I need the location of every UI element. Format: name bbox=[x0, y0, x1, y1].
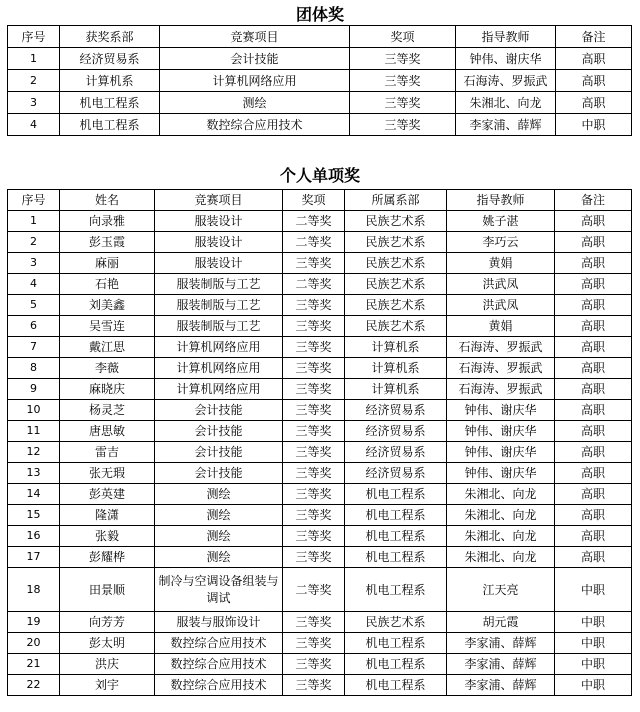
cell-note: 中职 bbox=[555, 568, 632, 612]
cell-index: 11 bbox=[8, 421, 60, 442]
cell-event: 服装设计 bbox=[155, 232, 283, 253]
cell-note: 高职 bbox=[555, 274, 632, 295]
cell-index: 1 bbox=[8, 48, 60, 70]
cell-note: 高职 bbox=[555, 295, 632, 316]
cell-award: 二等奖 bbox=[283, 232, 345, 253]
cell-name: 彭耀桦 bbox=[60, 547, 155, 568]
individual-row bbox=[8, 484, 632, 505]
individual-header-row bbox=[8, 190, 632, 211]
cell-award: 三等奖 bbox=[350, 70, 456, 92]
cell-award: 三等奖 bbox=[283, 484, 345, 505]
cell-note: 高职 bbox=[556, 48, 632, 70]
cell-event: 数控综合应用技术 bbox=[160, 114, 350, 136]
cell-index: 8 bbox=[8, 358, 60, 379]
cell-department: 经济贸易系 bbox=[345, 463, 447, 484]
cell-index: 18 bbox=[8, 568, 60, 612]
cell-name: 唐思敏 bbox=[60, 421, 155, 442]
cell-name: 雷吉 bbox=[60, 442, 155, 463]
team-row bbox=[8, 92, 632, 114]
cell-name: 隆潇 bbox=[60, 505, 155, 526]
cell-department: 机电工程系 bbox=[60, 92, 160, 114]
cell-event: 计算机网络应用 bbox=[155, 358, 283, 379]
cell-instructor: 李家浦、薛辉 bbox=[447, 654, 555, 675]
cell-index: 17 bbox=[8, 547, 60, 568]
individual-row bbox=[8, 211, 632, 232]
cell-index: 12 bbox=[8, 442, 60, 463]
cell-department: 经济贸易系 bbox=[345, 442, 447, 463]
cell-name: 向芳芳 bbox=[60, 612, 155, 633]
cell-department: 计算机系 bbox=[60, 70, 160, 92]
cell-instructor: 石海涛、罗振武 bbox=[447, 379, 555, 400]
cell-index: 14 bbox=[8, 484, 60, 505]
individual-row bbox=[8, 654, 632, 675]
team-award-title: 团体奖 bbox=[295, 5, 344, 24]
individual-award-table bbox=[7, 189, 632, 696]
cell-index: 2 bbox=[8, 70, 60, 92]
cell-note: 中职 bbox=[555, 675, 632, 696]
team-row bbox=[8, 70, 632, 92]
cell-event: 测绘 bbox=[155, 505, 283, 526]
cell-note: 高职 bbox=[555, 337, 632, 358]
cell-department: 民族艺术系 bbox=[345, 232, 447, 253]
cell-event: 计算机网络应用 bbox=[155, 337, 283, 358]
cell-department: 民族艺术系 bbox=[345, 316, 447, 337]
cell-department: 机电工程系 bbox=[345, 675, 447, 696]
cell-department: 机电工程系 bbox=[345, 547, 447, 568]
header-note: 备注 bbox=[555, 190, 632, 211]
header-instructor: 指导教师 bbox=[447, 190, 555, 211]
cell-award: 三等奖 bbox=[283, 612, 345, 633]
cell-department: 机电工程系 bbox=[345, 654, 447, 675]
cell-event: 测绘 bbox=[155, 484, 283, 505]
cell-award: 三等奖 bbox=[283, 526, 345, 547]
cell-event: 测绘 bbox=[160, 92, 350, 114]
cell-award: 三等奖 bbox=[283, 654, 345, 675]
cell-event: 数控综合应用技术 bbox=[155, 675, 283, 696]
cell-note: 高职 bbox=[555, 421, 632, 442]
cell-event: 服装设计 bbox=[155, 211, 283, 232]
header-event: 竞赛项目 bbox=[160, 26, 350, 48]
cell-name: 戴江思 bbox=[60, 337, 155, 358]
cell-note: 高职 bbox=[555, 211, 632, 232]
cell-note: 高职 bbox=[555, 379, 632, 400]
cell-note: 高职 bbox=[555, 526, 632, 547]
cell-event: 服装制版与工艺 bbox=[155, 295, 283, 316]
cell-award: 三等奖 bbox=[283, 633, 345, 654]
cell-name: 洪庆 bbox=[60, 654, 155, 675]
cell-index: 10 bbox=[8, 400, 60, 421]
cell-department: 机电工程系 bbox=[345, 484, 447, 505]
cell-event: 会计技能 bbox=[155, 463, 283, 484]
cell-index: 20 bbox=[8, 633, 60, 654]
cell-instructor: 黄娟 bbox=[447, 316, 555, 337]
cell-note: 高职 bbox=[555, 232, 632, 253]
cell-instructor: 钟伟、谢庆华 bbox=[447, 463, 555, 484]
cell-instructor: 钟伟、谢庆华 bbox=[447, 400, 555, 421]
cell-award: 三等奖 bbox=[350, 92, 456, 114]
cell-name: 向录雅 bbox=[60, 211, 155, 232]
individual-row bbox=[8, 295, 632, 316]
cell-instructor: 李家浦、薛辉 bbox=[447, 633, 555, 654]
header-index: 序号 bbox=[8, 26, 60, 48]
header-note: 备注 bbox=[556, 26, 632, 48]
cell-award: 三等奖 bbox=[283, 253, 345, 274]
individual-row bbox=[8, 526, 632, 547]
cell-event: 测绘 bbox=[155, 526, 283, 547]
cell-instructor: 石海涛、罗振武 bbox=[447, 337, 555, 358]
cell-award: 三等奖 bbox=[350, 114, 456, 136]
cell-index: 13 bbox=[8, 463, 60, 484]
individual-row bbox=[8, 442, 632, 463]
cell-instructor: 朱湘北、向龙 bbox=[447, 526, 555, 547]
cell-event: 制冷与空调设备组装与调试 bbox=[155, 568, 283, 612]
individual-row bbox=[8, 253, 632, 274]
header-award: 奖项 bbox=[350, 26, 456, 48]
cell-award: 三等奖 bbox=[283, 442, 345, 463]
cell-note: 高职 bbox=[555, 316, 632, 337]
cell-name: 张无瑕 bbox=[60, 463, 155, 484]
cell-department: 计算机系 bbox=[345, 379, 447, 400]
cell-index: 6 bbox=[8, 316, 60, 337]
cell-name: 张毅 bbox=[60, 526, 155, 547]
cell-award: 三等奖 bbox=[283, 675, 345, 696]
cell-department: 民族艺术系 bbox=[345, 211, 447, 232]
cell-index: 21 bbox=[8, 654, 60, 675]
cell-name: 麻丽 bbox=[60, 253, 155, 274]
cell-department: 经济贸易系 bbox=[345, 400, 447, 421]
cell-event: 测绘 bbox=[155, 547, 283, 568]
cell-index: 9 bbox=[8, 379, 60, 400]
cell-note: 中职 bbox=[555, 654, 632, 675]
cell-instructor: 江天亮 bbox=[447, 568, 555, 612]
cell-department: 机电工程系 bbox=[60, 114, 160, 136]
cell-event: 会计技能 bbox=[155, 400, 283, 421]
cell-note: 中职 bbox=[555, 633, 632, 654]
cell-index: 19 bbox=[8, 612, 60, 633]
cell-event: 会计技能 bbox=[155, 421, 283, 442]
cell-instructor: 朱湘北、向龙 bbox=[447, 505, 555, 526]
cell-index: 7 bbox=[8, 337, 60, 358]
cell-instructor: 李家浦、薛辉 bbox=[456, 114, 556, 136]
cell-award: 三等奖 bbox=[283, 421, 345, 442]
cell-note: 高职 bbox=[555, 400, 632, 421]
cell-award: 三等奖 bbox=[283, 379, 345, 400]
cell-note: 高职 bbox=[555, 484, 632, 505]
cell-name: 彭玉霞 bbox=[60, 232, 155, 253]
individual-row bbox=[8, 337, 632, 358]
cell-instructor: 姚子湛 bbox=[447, 211, 555, 232]
header-department: 所属系部 bbox=[345, 190, 447, 211]
individual-row bbox=[8, 675, 632, 696]
cell-department: 机电工程系 bbox=[345, 633, 447, 654]
individual-row bbox=[8, 505, 632, 526]
cell-index: 4 bbox=[8, 114, 60, 136]
cell-award: 三等奖 bbox=[283, 505, 345, 526]
individual-row bbox=[8, 316, 632, 337]
cell-instructor: 钟伟、谢庆华 bbox=[456, 48, 556, 70]
cell-index: 3 bbox=[8, 92, 60, 114]
individual-row bbox=[8, 463, 632, 484]
team-header-row bbox=[8, 26, 632, 48]
cell-instructor: 朱湘北、向龙 bbox=[456, 92, 556, 114]
team-row bbox=[8, 48, 632, 70]
individual-row bbox=[8, 568, 632, 612]
cell-event: 服装制版与工艺 bbox=[155, 316, 283, 337]
cell-instructor: 李巧云 bbox=[447, 232, 555, 253]
cell-instructor: 胡元霞 bbox=[447, 612, 555, 633]
cell-event: 计算机网络应用 bbox=[155, 379, 283, 400]
header-department: 获奖系部 bbox=[60, 26, 160, 48]
cell-note: 高职 bbox=[556, 92, 632, 114]
cell-event: 服装与服饰设计 bbox=[155, 612, 283, 633]
cell-instructor: 钟伟、谢庆华 bbox=[447, 442, 555, 463]
individual-row bbox=[8, 612, 632, 633]
cell-name: 刘美鑫 bbox=[60, 295, 155, 316]
cell-award: 二等奖 bbox=[283, 568, 345, 612]
cell-note: 中职 bbox=[556, 114, 632, 136]
cell-event: 计算机网络应用 bbox=[160, 70, 350, 92]
cell-note: 高职 bbox=[555, 253, 632, 274]
cell-department: 机电工程系 bbox=[345, 568, 447, 612]
cell-department: 计算机系 bbox=[345, 358, 447, 379]
individual-award-title: 个人单项奖 bbox=[279, 166, 360, 185]
cell-department: 经济贸易系 bbox=[60, 48, 160, 70]
cell-event: 数控综合应用技术 bbox=[155, 654, 283, 675]
cell-department: 计算机系 bbox=[345, 337, 447, 358]
cell-index: 22 bbox=[8, 675, 60, 696]
cell-award: 二等奖 bbox=[283, 274, 345, 295]
cell-note: 高职 bbox=[555, 505, 632, 526]
cell-instructor: 钟伟、谢庆华 bbox=[447, 421, 555, 442]
team-row bbox=[8, 114, 632, 136]
cell-index: 16 bbox=[8, 526, 60, 547]
cell-index: 2 bbox=[8, 232, 60, 253]
cell-index: 15 bbox=[8, 505, 60, 526]
cell-award: 三等奖 bbox=[283, 463, 345, 484]
cell-department: 民族艺术系 bbox=[345, 253, 447, 274]
cell-index: 5 bbox=[8, 295, 60, 316]
cell-name: 石艳 bbox=[60, 274, 155, 295]
individual-row bbox=[8, 232, 632, 253]
cell-instructor: 洪武凤 bbox=[447, 295, 555, 316]
individual-row bbox=[8, 358, 632, 379]
cell-department: 经济贸易系 bbox=[345, 421, 447, 442]
cell-award: 三等奖 bbox=[350, 48, 456, 70]
cell-name: 彭英建 bbox=[60, 484, 155, 505]
team-award-table bbox=[7, 25, 632, 136]
cell-instructor: 朱湘北、向龙 bbox=[447, 484, 555, 505]
cell-index: 4 bbox=[8, 274, 60, 295]
individual-row bbox=[8, 379, 632, 400]
header-instructor: 指导教师 bbox=[456, 26, 556, 48]
cell-event: 会计技能 bbox=[160, 48, 350, 70]
cell-award: 三等奖 bbox=[283, 358, 345, 379]
cell-index: 3 bbox=[8, 253, 60, 274]
cell-name: 田景顺 bbox=[60, 568, 155, 612]
cell-index: 1 bbox=[8, 211, 60, 232]
cell-instructor: 洪武凤 bbox=[447, 274, 555, 295]
cell-award: 三等奖 bbox=[283, 337, 345, 358]
cell-department: 民族艺术系 bbox=[345, 612, 447, 633]
individual-row bbox=[8, 274, 632, 295]
cell-name: 刘宇 bbox=[60, 675, 155, 696]
cell-instructor: 李家浦、薛辉 bbox=[447, 675, 555, 696]
cell-event: 服装制版与工艺 bbox=[155, 274, 283, 295]
cell-department: 机电工程系 bbox=[345, 526, 447, 547]
cell-event: 数控综合应用技术 bbox=[155, 633, 283, 654]
cell-instructor: 石海涛、罗振武 bbox=[447, 358, 555, 379]
cell-award: 三等奖 bbox=[283, 295, 345, 316]
cell-event: 会计技能 bbox=[155, 442, 283, 463]
cell-name: 李薇 bbox=[60, 358, 155, 379]
cell-instructor: 朱湘北、向龙 bbox=[447, 547, 555, 568]
cell-award: 三等奖 bbox=[283, 316, 345, 337]
individual-row bbox=[8, 547, 632, 568]
cell-award: 三等奖 bbox=[283, 400, 345, 421]
cell-note: 高职 bbox=[556, 70, 632, 92]
cell-award: 二等奖 bbox=[283, 211, 345, 232]
header-name: 姓名 bbox=[60, 190, 155, 211]
header-index: 序号 bbox=[8, 190, 60, 211]
header-event: 竞赛项目 bbox=[155, 190, 283, 211]
cell-award: 三等奖 bbox=[283, 547, 345, 568]
cell-instructor: 石海涛、罗振武 bbox=[456, 70, 556, 92]
cell-instructor: 黄娟 bbox=[447, 253, 555, 274]
individual-row bbox=[8, 633, 632, 654]
cell-note: 高职 bbox=[555, 463, 632, 484]
cell-name: 杨灵芝 bbox=[60, 400, 155, 421]
cell-note: 高职 bbox=[555, 358, 632, 379]
individual-row bbox=[8, 400, 632, 421]
cell-department: 民族艺术系 bbox=[345, 274, 447, 295]
cell-department: 民族艺术系 bbox=[345, 295, 447, 316]
cell-note: 中职 bbox=[555, 612, 632, 633]
cell-note: 高职 bbox=[555, 442, 632, 463]
header-award: 奖项 bbox=[283, 190, 345, 211]
cell-name: 麻晓庆 bbox=[60, 379, 155, 400]
individual-row bbox=[8, 421, 632, 442]
cell-event: 服装设计 bbox=[155, 253, 283, 274]
cell-name: 彭太明 bbox=[60, 633, 155, 654]
cell-note: 高职 bbox=[555, 547, 632, 568]
cell-department: 机电工程系 bbox=[345, 505, 447, 526]
cell-name: 吴雪连 bbox=[60, 316, 155, 337]
